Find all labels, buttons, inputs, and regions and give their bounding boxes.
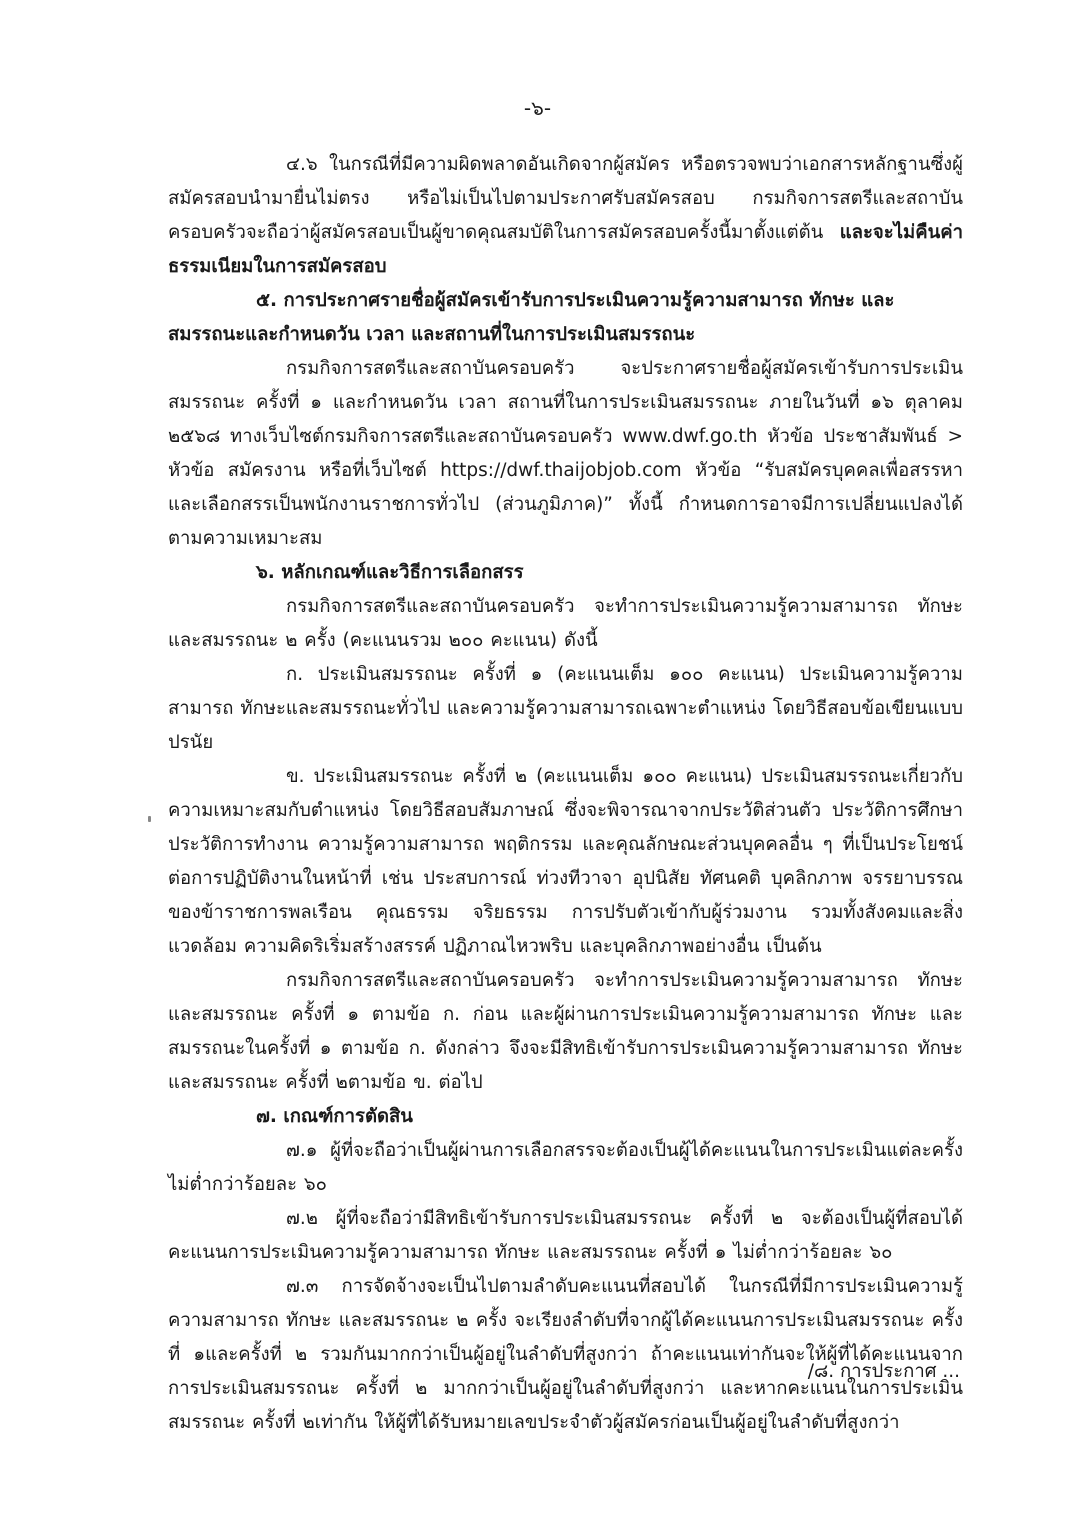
scan-speck xyxy=(148,816,151,822)
section-5-body: กรมกิจการสตรีและสถาบันครอบครัว จะประกาศรายชื่อผู้สมัครเข้ารับการประเมินสมรรถนะ ครั้งที่ ๑ และกำหนดวัน เวลา สถานที่ในการประเมินสมรรถนะ ภายในวันที่ ๑๖ ตุลาคม ๒๕๖๘ ทางเว็บไซต์กรมกิจการสตรีและสถาบันครอบครัว www.dwf.go.th หัวข้อ ประชาสัมพันธ์ > หัวข้อ สมัครงาน หรือที่เว็บไซต์ https://dwf.thaijobjob.com หัวข้อ “รับสมัครบุคคลเพื่อสรรหาและเลือกสรรเป็นพนักงานราชการทั่วไป (ส่วนภูมิภาค)” ทั้งนี้ กำหนดการอาจมีการเปลี่ยนแปลงได้ตามความเหมาะสม xyxy=(168,358,963,549)
section-4-6-bold-text: และจะไม่คืนค่าธรรมเนียมในการสมัครสอบ xyxy=(168,222,963,277)
section-6-intro: กรมกิจการสตรีและสถาบันครอบครัว จะทำการประเมินความรู้ความสามารถ ทักษะและสมรรถนะ ๒ ครั้ง (คะแนนรวม ๒๐๐ คะแนน) ดังนี้ xyxy=(168,596,963,651)
section-6-item-b: ข. ประเมินสมรรถนะ ครั้งที่ ๒ (คะแนนเต็ม ๑๐๐ คะแนน) ประเมินสมรรถนะเกี่ยวกับความเหมาะสมกับตำแหน่ง โดยวิธีสอบสัมภาษณ์ ซึ่งจะพิจารณาจากประวัติส่วนตัว ประวัติการศึกษา ประวัติการทำงาน ความรู้ความสามารถ พฤติกรรม และคุณลักษณะส่วนบุคคลอื่น ๆ ที่เป็นประโยชน์ต่อการปฏิบัติงานในหน้าที่ เช่น ประสบการณ์ ท่วงทีวาจา อุปนิสัย ทัศนคติ บุคลิกภาพ จรรยาบรรณของข้าราชการพลเรือน คุณธรรม จริยธรรม การปรับตัวเข้ากับผู้ร่วมงาน รวมทั้งสังคมและสิ่งแวดล้อม ความคิดริเริ่มสร้างสรรค์ ปฏิภาณไหวพริบ และบุคลิกภาพอย่างอื่น เป็นต้น xyxy=(168,766,963,957)
page-number: -๖- xyxy=(523,96,552,120)
document-body xyxy=(168,148,963,1440)
section-6-heading: ๖. หลักเกณฑ์และวิธีการเลือกสรร xyxy=(256,562,524,583)
section-7-item-3: ๗.๓ การจัดจ้างจะเป็นไปตามลำดับคะแนนที่สอบได้ ในกรณีที่มีการประเมินความรู้ความสามารถ ทักษะ และสมรรถนะ ๒ ครั้ง จะเรียงลำดับที่จากผู้ได้คะแนนการประเมินสมรรถนะ ครั้งที่ ๑และครั้งที่ ๒ รวมกันมากกว่าเป็นผู้อยู่ในลำดับที่สูงกว่า ถ้าคะแนนเท่ากันจะให้ผู้ที่ได้คะแนนจากการประเมินสมรรถนะ ครั้งที่ ๒ มากกว่าเป็นผู้อยู่ในลำดับที่สูงกว่า และหากคะแนนในการประเมินสมรรถนะ ครั้งที่ ๒เท่ากัน ให้ผู้ที่ได้รับหมายเลขประจำตัวผู้สมัครก่อนเป็นผู้อยู่ในลำดับที่สูงกว่า xyxy=(168,1276,963,1433)
section-5-heading: ๕. การประกาศรายชื่อผู้สมัครเข้ารับการประเมินความรู้ความสามารถ ทักษะ และสมรรถนะและกำหนดวัน เวลา และสถานที่ในการประเมินสมรรถนะ xyxy=(168,290,895,345)
continuation-note: /๘. การประกาศ ... xyxy=(807,1361,960,1382)
section-6-item-a: ก. ประเมินสมรรถนะ ครั้งที่ ๑ (คะแนนเต็ม ๑๐๐ คะแนน) ประเมินความรู้ความสามารถ ทักษะและสมรรถนะทั่วไป และความรู้ความสามารถเฉพาะตำแหน่ง โดยวิธีสอบข้อเขียนแบบปรนัย xyxy=(168,664,963,753)
section-6-closing: กรมกิจการสตรีและสถาบันครอบครัว จะทำการประเมินความรู้ความสามารถ ทักษะและสมรรถนะ ครั้งที่ ๑ ตามข้อ ก. ก่อน และผู้ผ่านการประเมินความรู้ความสามารถ ทักษะ และสมรรถนะในครั้งที่ ๑ ตามข้อ ก. ดังกล่าว จึงจะมีสิทธิเข้ารับการประเมินความรู้ความสามารถ ทักษะ และสมรรถนะ ครั้งที่ ๒ตามข้อ ข. ต่อไป xyxy=(168,970,963,1093)
section-7-item-1: ๗.๑ ผู้ที่จะถือว่าเป็นผู้ผ่านการเลือกสรรจะต้องเป็นผู้ได้คะแนนในการประเมินแต่ละครั้งไม่ต่ำกว่าร้อยละ ๖๐ xyxy=(168,1140,963,1195)
section-7-item-2: ๗.๒ ผู้ที่จะถือว่ามีสิทธิเข้ารับการประเมินสมรรถนะ ครั้งที่ ๒ จะต้องเป็นผู้ที่สอบได้คะแนนการประเมินความรู้ความสามารถ ทักษะ และสมรรถนะ ครั้งที่ ๑ ไม่ต่ำกว่าร้อยละ ๖๐ xyxy=(168,1208,963,1263)
section-4-6-paragraph xyxy=(168,148,963,284)
section-4-6-text: ๔.๖ ในกรณีที่มีความผิดพลาดอันเกิดจากผู้สมัคร หรือตรวจพบว่าเอกสารหลักฐานซึ่งผู้สมัครสอบนำมายื่นไม่ตรง หรือไม่เป็นไปตามประกาศรับสมัครสอบ กรมกิจการสตรีและสถาบันครอบครัวจะถือว่าผู้สมัครสอบเป็นผู้ขาดคุณสมบัติในการสมัครสอบครั้งนี้มาตั้งแต่ต้น xyxy=(168,154,963,243)
section-7-heading: ๗. เกณฑ์การตัดสิน xyxy=(256,1106,413,1127)
